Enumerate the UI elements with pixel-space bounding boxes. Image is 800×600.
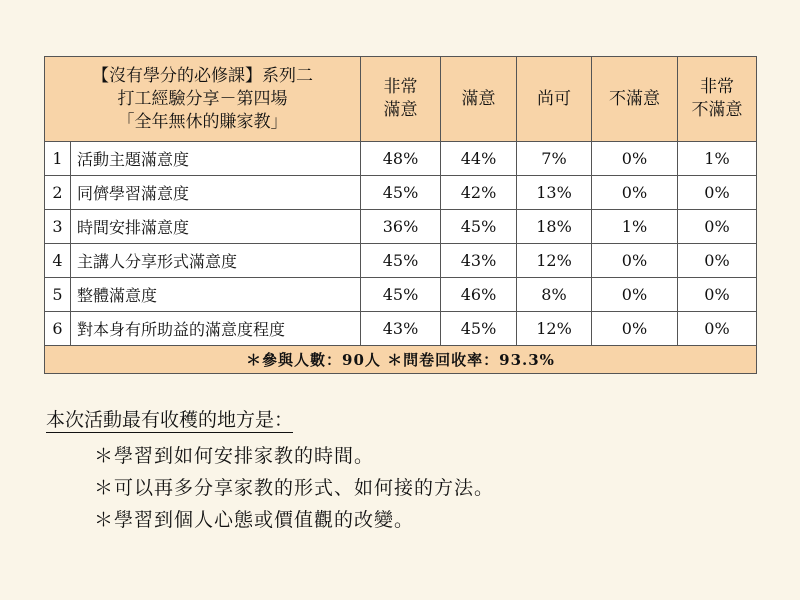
summary-item: ＊可以再多分享家教的形式、如何接的方法。 (94, 477, 495, 499)
row-number: 4 (45, 244, 71, 278)
row-value-cell: 12% (517, 312, 592, 346)
row-value-cell: 7% (517, 142, 592, 176)
row-value-cell: 13% (517, 176, 592, 210)
row-value-cell: 0% (592, 244, 678, 278)
row-value-cell: 1% (678, 142, 757, 176)
summary-section (46, 404, 494, 536)
row-value-cell: 0% (592, 176, 678, 210)
table-title-line: 打工經驗分享－第四場 (117, 88, 288, 109)
row-value-cell: 0% (678, 278, 757, 312)
row-item-label: 活動主題滿意度 (71, 142, 361, 176)
column-header-satisfied (441, 57, 517, 142)
row-value-cell: 1% (592, 210, 678, 244)
table-title-cell (45, 57, 361, 142)
row-number: 2 (45, 176, 71, 210)
summary-item: ＊學習到個人心態或價值觀的改變。 (94, 509, 415, 531)
row-value-cell: 0% (678, 312, 757, 346)
row-value-cell: 44% (441, 142, 517, 176)
table-title-line: 【沒有學分的必修課】系列二 (92, 65, 313, 86)
row-item-label: 同儕學習滿意度 (71, 176, 361, 210)
row-value-cell: 18% (517, 210, 592, 244)
row-value-cell: 43% (361, 312, 441, 346)
row-number: 5 (45, 278, 71, 312)
column-header-line: 不滿意 (691, 100, 743, 120)
row-value-cell: 0% (678, 244, 757, 278)
column-header-line: 非常 (383, 77, 418, 97)
column-header-line: 滿意 (383, 100, 418, 120)
survey-table (44, 56, 757, 374)
table-row (45, 278, 757, 312)
row-value-cell: 0% (592, 312, 678, 346)
row-value-cell: 43% (441, 244, 517, 278)
table-row (45, 210, 757, 244)
row-item-label: 時間安排滿意度 (71, 210, 361, 244)
table-footer-row (45, 346, 757, 374)
column-header-line: 尚可 (537, 88, 571, 109)
row-value-cell: 0% (592, 142, 678, 176)
column-header-very-satisfied (361, 57, 441, 142)
column-header-neutral (517, 57, 592, 142)
row-item-label: 整體滿意度 (71, 278, 361, 312)
column-header-unsatisfied (592, 57, 678, 142)
row-number: 6 (45, 312, 71, 346)
column-header-line: 非常 (700, 77, 734, 97)
column-header-line: 不滿意 (609, 88, 660, 109)
row-item-label: 主講人分享形式滿意度 (71, 244, 361, 278)
table-row (45, 244, 757, 278)
row-value-cell: 45% (361, 176, 441, 210)
row-value-cell: 45% (441, 312, 517, 346)
row-value-cell: 0% (678, 210, 757, 244)
table-body (45, 142, 757, 346)
row-value-cell: 45% (361, 278, 441, 312)
row-value-cell: 45% (361, 244, 441, 278)
table-footer-note: ＊參與人數：90人 ＊問卷回收率：93.3% (45, 346, 757, 374)
summary-list (94, 440, 494, 536)
column-header-very-unsatisfied (678, 57, 757, 142)
row-value-cell: 36% (361, 210, 441, 244)
summary-heading: 本次活動最有收穫的地方是： (46, 409, 294, 431)
row-value-cell: 45% (441, 210, 517, 244)
row-value-cell: 46% (441, 278, 517, 312)
row-value-cell: 0% (592, 278, 678, 312)
row-value-cell: 42% (441, 176, 517, 210)
row-value-cell: 48% (361, 142, 441, 176)
row-value-cell: 8% (517, 278, 592, 312)
row-item-label: 對本身有所助益的滿意度程度 (71, 312, 361, 346)
table-row (45, 312, 757, 346)
row-number: 3 (45, 210, 71, 244)
table-header-row (45, 57, 757, 142)
row-number: 1 (45, 142, 71, 176)
summary-item: ＊學習到如何安排家教的時間。 (94, 445, 375, 467)
table-title-line: 「全年無休的賺家教」 (117, 111, 288, 132)
column-header-line: 滿意 (461, 88, 496, 109)
table-row (45, 176, 757, 210)
row-value-cell: 12% (517, 244, 592, 278)
row-value-cell: 0% (678, 176, 757, 210)
table-row (45, 142, 757, 176)
